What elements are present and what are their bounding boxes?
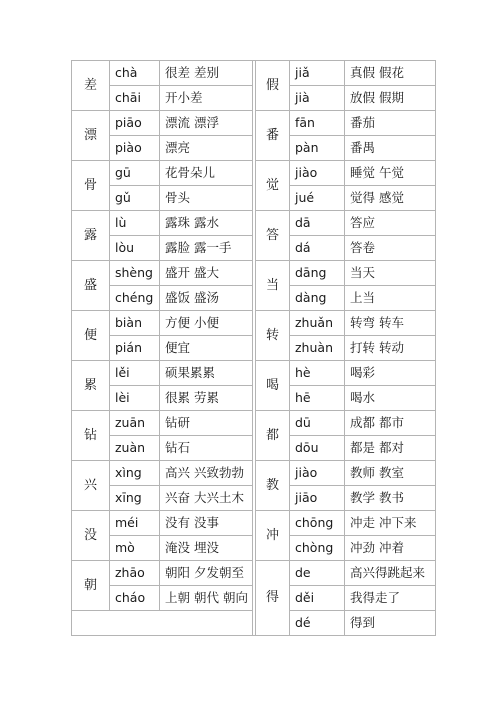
pinyin-cell: chà [110,61,160,86]
words-cell: 钻石 [160,436,253,461]
words-cell: 很累 劳累 [160,386,253,411]
words-cell: 很差 差别 [160,61,253,86]
pinyin-cell: pàn [290,136,345,161]
pinyin-cell: zhuǎn [290,311,345,336]
pinyin-cell: jiào [290,161,345,186]
words-cell: 盛饭 盛汤 [160,286,253,311]
words-cell: 我得走了 [345,586,436,611]
pinyin-cell: dā [290,211,345,236]
words-cell: 高兴 兴致勃勃 [160,461,253,486]
pinyin-cell: jiào [290,461,345,486]
pinyin-cell: cháo [110,586,160,611]
pinyin-cell: chāi [110,86,160,111]
words-cell: 睡觉 午觉 [345,161,436,186]
pinyin-cell: lù [110,211,160,236]
words-cell: 露珠 露水 [160,211,253,236]
pinyin-cell: mò [110,536,160,561]
words-cell: 打转 转动 [345,336,436,361]
empty-cell [72,611,253,636]
words-cell: 兴奋 大兴土木 [160,486,253,511]
words-cell: 真假 假花 [345,61,436,86]
words-cell: 开小差 [160,86,253,111]
pinyin-cell: jiāo [290,486,345,511]
character-cell: 露 [72,211,110,261]
words-cell: 喝彩 [345,361,436,386]
words-cell: 答卷 [345,236,436,261]
words-cell: 朝阳 夕发朝至 [160,561,253,586]
words-cell: 觉得 感觉 [345,186,436,211]
pinyin-cell: dōu [290,436,345,461]
character-cell: 差 [72,61,110,111]
pinyin-cell: zhuàn [290,336,345,361]
words-cell: 番茄 [345,111,436,136]
words-cell: 骨头 [160,186,253,211]
pinyin-cell: biàn [110,311,160,336]
words-cell: 没有 没事 [160,511,253,536]
pinyin-cell: děi [290,586,345,611]
words-cell: 漂流 漂浮 [160,111,253,136]
pinyin-cell: lòu [110,236,160,261]
words-cell: 钻研 [160,411,253,436]
words-cell: 淹没 埋没 [160,536,253,561]
words-cell: 花骨朵儿 [160,161,253,186]
words-cell: 方便 小便 [160,311,253,336]
words-cell: 便宜 [160,336,253,361]
words-cell: 番禺 [345,136,436,161]
words-cell: 盛开 盛大 [160,261,253,286]
pinyin-cell: jià [290,86,345,111]
character-cell: 教 [256,461,290,511]
pinyin-cell: dū [290,411,345,436]
character-cell: 答 [256,211,290,261]
words-cell: 当天 [345,261,436,286]
words-cell: 成都 都市 [345,411,436,436]
words-cell: 喝水 [345,386,436,411]
character-cell: 钻 [72,411,110,461]
words-cell: 放假 假期 [345,86,436,111]
words-cell: 上朝 朝代 朝向 [160,586,253,611]
pinyin-cell: fān [290,111,345,136]
pinyin-cell: xìng [110,461,160,486]
character-cell: 都 [256,411,290,461]
character-cell: 漂 [72,111,110,161]
pinyin-cell: chòng [290,536,345,561]
words-cell: 冲劲 冲着 [345,536,436,561]
character-cell: 喝 [256,361,290,411]
character-cell: 觉 [256,161,290,211]
character-cell: 冲 [256,511,290,561]
character-cell: 便 [72,311,110,361]
pinyin-cell: xīng [110,486,160,511]
pinyin-cell: gū [110,161,160,186]
pinyin-cell: méi [110,511,160,536]
words-cell: 漂亮 [160,136,253,161]
pinyin-cell: dá [290,236,345,261]
pinyin-cell: zuàn [110,436,160,461]
character-cell: 假 [256,61,290,111]
pinyin-cell: hē [290,386,345,411]
pinyin-cell: zuān [110,411,160,436]
words-cell: 冲走 冲下来 [345,511,436,536]
pinyin-cell: lèi [110,386,160,411]
words-cell: 都是 都对 [345,436,436,461]
pinyin-cell: shèng [110,261,160,286]
pinyin-cell: jué [290,186,345,211]
words-cell: 得到 [345,611,436,636]
pinyin-cell: hè [290,361,345,386]
pinyin-cell: piào [110,136,160,161]
words-cell: 硕果累累 [160,361,253,386]
character-cell: 兴 [72,461,110,511]
pinyin-cell: dàng [290,286,345,311]
pinyin-cell: zhāo [110,561,160,586]
words-cell: 教师 教室 [345,461,436,486]
character-cell: 番 [256,111,290,161]
character-cell: 转 [256,311,290,361]
pinyin-cell: chéng [110,286,160,311]
words-cell: 高兴得跳起来 [345,561,436,586]
character-cell: 骨 [72,161,110,211]
pinyin-cell: dāng [290,261,345,286]
pinyin-cell: piāo [110,111,160,136]
pinyin-cell: chōng [290,511,345,536]
words-cell: 答应 [345,211,436,236]
character-cell: 朝 [72,561,110,611]
character-cell: 累 [72,361,110,411]
pinyin-cell: dé [290,611,345,636]
pinyin-cell: pián [110,336,160,361]
character-cell: 盛 [72,261,110,311]
polyphone-table [71,60,436,636]
pinyin-cell: lěi [110,361,160,386]
words-cell: 教学 教书 [345,486,436,511]
pinyin-cell: gǔ [110,186,160,211]
character-cell: 得 [256,561,290,636]
table-row [72,61,436,86]
words-cell: 转弯 转车 [345,311,436,336]
words-cell: 上当 [345,286,436,311]
pinyin-cell: de [290,561,345,586]
pinyin-cell: jiǎ [290,61,345,86]
character-cell: 没 [72,511,110,561]
words-cell: 露脸 露一手 [160,236,253,261]
character-cell: 当 [256,261,290,311]
